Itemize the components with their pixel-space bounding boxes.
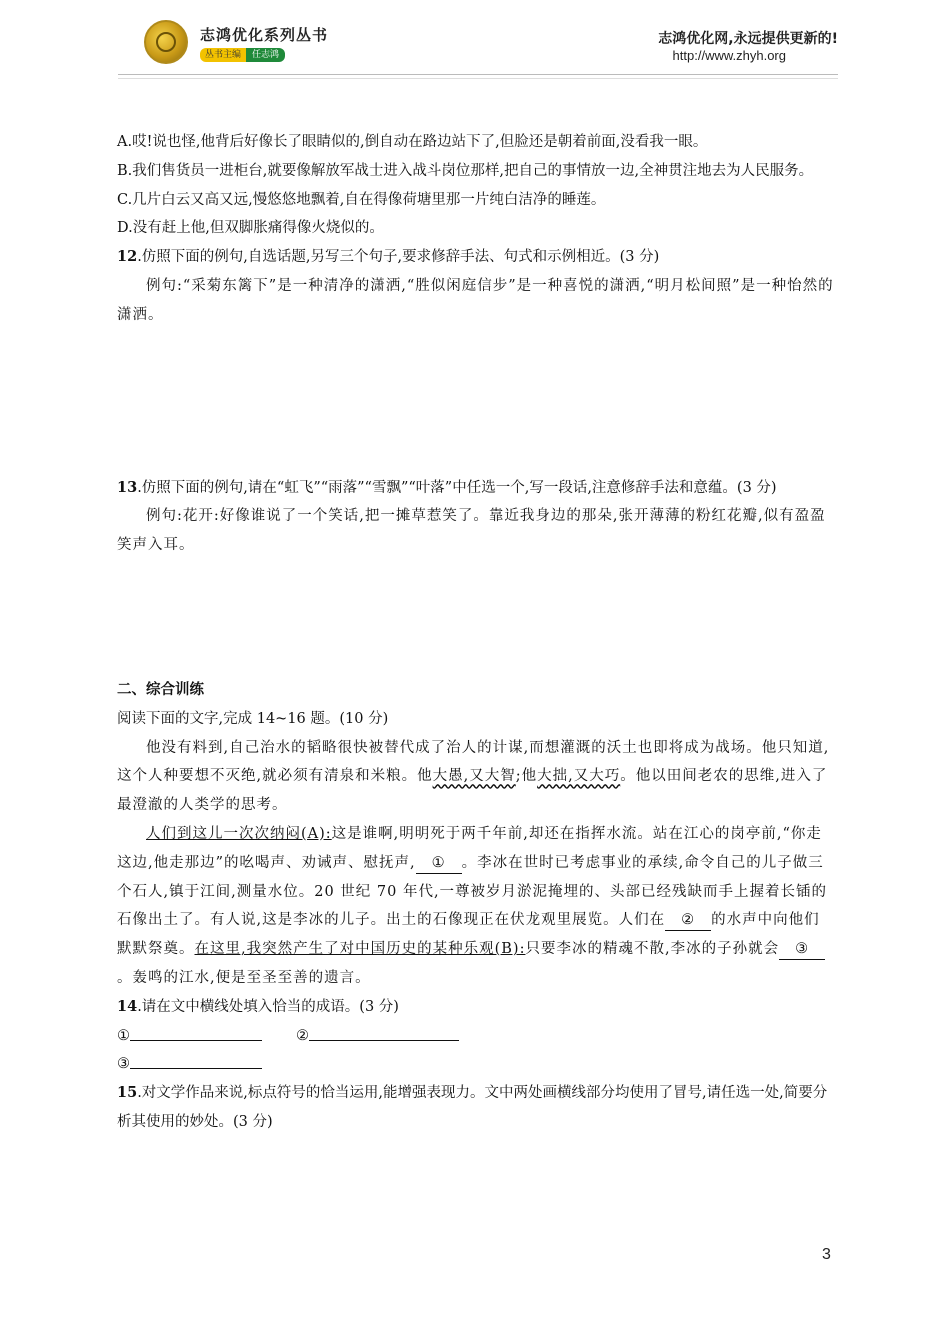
answer-space[interactable] xyxy=(117,330,835,474)
question-15 xyxy=(117,1079,835,1137)
answer-line-3[interactable] xyxy=(130,1050,262,1069)
wavy-underlined-phrase: 大拙,又大巧 xyxy=(537,768,621,785)
question-number: 13 xyxy=(117,478,138,496)
blank-2[interactable]: ② xyxy=(665,910,711,931)
option-a: A.哎!说也怪,他背后好像长了眼睛似的,倒自动在路边站下了,但脸还是朝着前面,没看我一眼。 xyxy=(117,134,708,150)
question-13-example: 例句:花开:好像谁说了一个笑话,把一摊草惹笑了。靠近我身边的那朵,张开薄薄的粉红花瓣,似有盈盈笑声入耳。 xyxy=(117,508,826,554)
question-12-example: 例句:“采菊东篱下”是一种清净的潇洒,“胜似闲庭信步”是一种喜悦的潇洒,“明月松间照”是一种怡然的潇洒。 xyxy=(117,277,834,323)
answer-row xyxy=(117,1050,835,1079)
answer-marker-1: ① xyxy=(117,1027,130,1044)
blank-1[interactable]: ① xyxy=(416,853,462,874)
answer-marker-2: ② xyxy=(296,1027,309,1044)
question-number: 15 xyxy=(117,1084,138,1102)
page-number: 3 xyxy=(822,1246,831,1263)
section-instruction: 阅读下面的文字,完成 14~16 题。(10 分) xyxy=(117,710,389,727)
editor-name: 任志鸿 xyxy=(246,48,285,62)
header-divider xyxy=(118,74,838,79)
header-url[interactable]: http://www.zhyh.org xyxy=(672,48,786,63)
blank-3[interactable]: ③ xyxy=(779,939,825,960)
question-text: .请在文中横线处填入恰当的成语。(3 分) xyxy=(137,998,399,1015)
wavy-underlined-phrase: 大愚,又大智 xyxy=(432,768,516,785)
series-title: 志鸿优化系列丛书 xyxy=(200,26,329,44)
passage-paragraph-1: 他没有料到,自己治水的韬略很快被替代成了治人的计谋,而想灌溉的沃土也即将成为战场。他只知道,这个人种要想不灭绝,就必须有清泉和米粮。他大愚,又大智;他大拙,又大巧。他以田间老农的思维,进入了最澄澈的人类学的思考。 xyxy=(117,739,830,814)
question-12 xyxy=(117,243,835,272)
answer-space[interactable] xyxy=(117,560,835,676)
section-title: 二、综合训练 xyxy=(117,680,204,698)
question-number: 14 xyxy=(117,997,138,1015)
editor-label: 丛书主编 xyxy=(200,48,246,62)
question-text: .对文学作品来说,标点符号的恰当运用,能增强表现力。文中两处画横线部分均使用了冒号,请任选一处,简要分析其使用的妙处。(3 分) xyxy=(117,1085,828,1130)
option-c: C.几片白云又高又远,慢悠悠地飘着,自在得像荷塘里那一片纯白洁净的睡莲。 xyxy=(117,191,606,208)
answer-marker-3: ③ xyxy=(117,1056,130,1073)
underlined-sentence-b: 在这里,我突然产生了对中国历史的某种乐观(B): xyxy=(194,941,526,958)
option-b: B.我们售货员一进柜台,就要像解放军战士进入战斗岗位那样,把自己的事情放一边,全神贯注地去为人民服务。 xyxy=(117,162,814,179)
page-header xyxy=(118,16,838,80)
answer-line-2[interactable] xyxy=(309,1022,459,1041)
passage-paragraph-2: 人们到这儿一次次纳闷(A):这是谁啊,明明死于两千年前,却还在指挥水流。站在江心的岗亭前,“你走这边,他走那边”的吆喝声、劝诫声、慰抚声, ① 。李冰在世时已考虑事业的承续,命令自己的儿子做三个石人,镇于江间,测量水位。20 世纪 70 年代,一尊被岁月淤泥掩埋的、头部已经残缺而手上握着长锸的石像出土了。有人说,这是李冰的儿子。出土的石像现正在伏龙观里展览。人们在 ② 的水声中向他们默默祭奠。在这里,我突然产生了对中国历史的某种乐观(B):只要李冰的精魂不散,李冰的子孙就会 ③。轰鸣的江水,便是至圣至善的遗言。 xyxy=(117,825,828,986)
header-slogan: 志鸿优化网,永远提供更新的! xyxy=(658,31,838,47)
question-14 xyxy=(117,993,835,1022)
underlined-sentence-a: 人们到这儿一次次纳闷(A): xyxy=(146,825,332,842)
document-body xyxy=(117,128,835,1137)
answer-row xyxy=(117,1022,835,1051)
question-text: .仿照下面的例句,请在“虹飞”“雨落”“雪飘”“叶落”中任选一个,写一段话,注意修辞手法和意蕴。(3 分) xyxy=(137,479,777,496)
option-d: D.没有赶上他,但双脚胀痛得像火烧似的。 xyxy=(117,220,384,237)
book-series-seal-icon xyxy=(144,20,188,64)
question-number: 12 xyxy=(117,248,138,266)
question-text: .仿照下面的例句,自选话题,另写三个句子,要求修辞手法、句式和示例相近。(3 分) xyxy=(137,249,660,266)
editor-badge xyxy=(200,48,285,62)
answer-line-1[interactable] xyxy=(130,1022,262,1041)
question-13 xyxy=(117,474,835,503)
